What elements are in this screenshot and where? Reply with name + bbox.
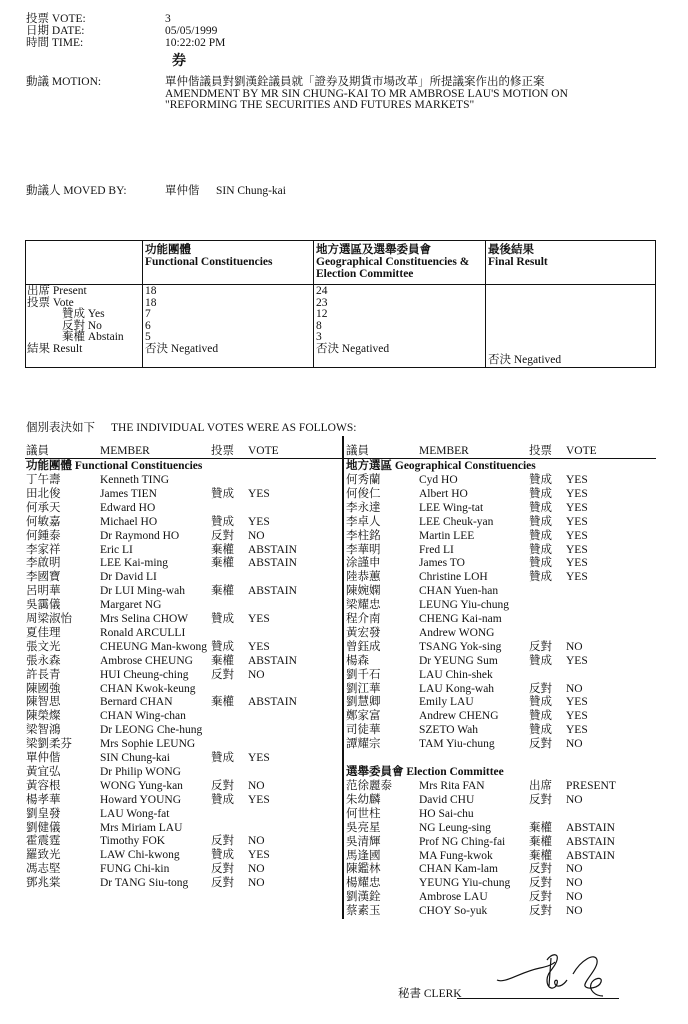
motion-text	[165, 77, 568, 112]
vote-en: YES	[566, 571, 588, 584]
vote-en: NO	[566, 793, 583, 806]
member-name-zh: 李家祥	[26, 543, 61, 556]
vote-zh: 棄權	[211, 654, 234, 667]
vote-zh: 贊成	[211, 515, 234, 528]
vote-en: ABSTAIN	[248, 696, 297, 709]
vote-zh: 贊成	[529, 557, 552, 570]
col-header-vote-zh: 投票	[529, 445, 552, 457]
member-name-zh: 劉江華	[346, 682, 381, 695]
member-name-zh: 陳智思	[26, 696, 61, 709]
vote-en: YES	[248, 640, 270, 653]
member-name-en: Cyd HO	[419, 474, 458, 486]
member-name-en: LAW Chi-kwong	[100, 849, 180, 862]
member-name-en: LEUNG Yiu-chung	[419, 599, 509, 612]
date-value: 05/05/1999	[165, 25, 218, 37]
vote-en: YES	[248, 793, 270, 806]
vote-zh: 反對	[529, 640, 552, 653]
member-name-en: Andrew WONG	[419, 626, 495, 639]
member-name-zh: 劉漢銓	[346, 891, 381, 904]
member-name-en: James TO	[419, 557, 465, 570]
member-name-zh: 張文光	[26, 640, 61, 653]
vote-en: ABSTAIN	[566, 835, 615, 848]
vote-zh: 反對	[529, 738, 552, 751]
member-name-zh: 馮志堅	[26, 863, 61, 876]
member-name-en: Kenneth TING	[100, 474, 170, 486]
summary-header-divider	[26, 284, 655, 285]
vote-en: NO	[566, 738, 583, 751]
member-name-en: FUNG Chi-kin	[100, 863, 170, 876]
member-name-zh: 黃容根	[26, 779, 61, 792]
member-name-en: Dr Raymond HO	[100, 529, 180, 542]
member-name-zh: 曾鈺成	[346, 640, 381, 653]
header-functional-en: Functional Constituencies	[145, 256, 273, 268]
header-geo-en-1: Geographical Constituencies &	[316, 256, 470, 268]
vote-en: NO	[566, 891, 583, 904]
row-label-present: 出席 Present	[27, 285, 87, 297]
header-rule	[25, 458, 656, 459]
vote-zh: 反對	[211, 529, 234, 542]
member-name-zh: 田北俊	[26, 487, 61, 500]
vote-zh: 贊成	[529, 696, 552, 709]
vote-zh: 贊成	[529, 654, 552, 667]
member-name-en: CHAN Kam-lam	[419, 863, 498, 876]
vote-zh: 反對	[529, 877, 552, 890]
member-name-en: LEE Cheuk-yan	[419, 515, 494, 528]
summary-row-labels	[27, 286, 124, 355]
vote-en: YES	[566, 543, 588, 556]
vote-zh: 反對	[211, 779, 234, 792]
vote-zh: 贊成	[529, 501, 552, 514]
vote-en: NO	[566, 682, 583, 695]
vote-en: ABSTAIN	[248, 654, 297, 667]
member-name-en: LEE Kai-ming	[100, 557, 169, 570]
geo-yes: 12	[316, 308, 328, 320]
member-name-en: SIN Chung-kai	[100, 752, 170, 764]
member-name-en: James TIEN	[100, 487, 157, 500]
vote-en: ABSTAIN	[566, 821, 615, 834]
member-name-zh: 李華明	[346, 543, 381, 556]
member-name-zh: 陸恭蕙	[346, 571, 381, 584]
member-name-zh: 李國寶	[26, 571, 61, 584]
vote-zh: 棄權	[211, 557, 234, 570]
vote-zh: 反對	[211, 863, 234, 876]
vote-en: NO	[566, 905, 583, 918]
motion-en-line-2: "REFORMING THE SECURITIES AND FUTURES MARKETS"	[165, 99, 475, 111]
member-name-en: Dr YEUNG Sum	[419, 654, 498, 667]
vote-label: 投票 VOTE:	[26, 13, 86, 25]
vote-zh: 棄權	[529, 821, 552, 834]
row-label-abstain: 棄權 Abstain	[62, 331, 124, 343]
functional-no: 6	[145, 319, 151, 332]
vote-zh: 贊成	[211, 752, 234, 764]
member-name-en: Michael HO	[100, 515, 158, 528]
member-name-zh: 何承天	[26, 501, 61, 514]
member-name-en: Albert HO	[419, 487, 468, 500]
vote-en: YES	[248, 487, 270, 500]
functional-vote: 18	[145, 296, 157, 309]
summary-column-divider	[485, 241, 486, 367]
vote-en: PRESENT	[566, 780, 616, 792]
col-header-vote-en: VOTE	[248, 445, 279, 457]
individual-votes-intro	[26, 423, 356, 435]
column-divider	[342, 436, 344, 919]
member-name-en: Dr Philip WONG	[100, 765, 181, 778]
member-name-en: LAU Chin-shek	[419, 668, 493, 681]
vote-zh: 棄權	[211, 543, 234, 556]
member-name-zh: 何敏嘉	[26, 515, 61, 528]
member-name-zh: 霍震霆	[26, 835, 61, 848]
member-name-zh: 鄭家富	[346, 710, 381, 723]
vote-zh: 反對	[211, 835, 234, 848]
member-name-en: Dr LUI Ming-wah	[100, 585, 185, 598]
row-label-vote: 投票 Vote	[27, 296, 74, 309]
member-name-en: CHAN Kwok-keung	[100, 682, 196, 695]
member-name-en: HUI Cheung-ching	[100, 668, 189, 681]
member-name-zh: 楊森	[346, 654, 369, 667]
time-label: 時間 TIME:	[26, 37, 84, 49]
member-name-zh: 李永達	[346, 501, 381, 514]
row-label-yes: 贊成 Yes	[62, 308, 105, 320]
geo-abstain: 3	[316, 331, 322, 343]
vote-en: ABSTAIN	[248, 557, 297, 570]
row-label-result: 結果 Result	[27, 342, 83, 355]
member-name-en: HO Sai-chu	[419, 807, 474, 820]
member-name-zh: 范徐麗泰	[346, 780, 392, 792]
member-name-zh: 吳清輝	[346, 835, 381, 848]
member-name-en: Fred LI	[419, 543, 454, 556]
mover-name-en: SIN Chung-kai	[216, 185, 286, 197]
member-name-zh: 譚耀宗	[346, 738, 381, 751]
vote-en: NO	[248, 529, 265, 542]
vote-zh: 贊成	[529, 724, 552, 737]
geo-vote: 23	[316, 296, 328, 309]
header-final	[488, 244, 548, 268]
geographical-counts	[316, 286, 389, 355]
intro-zh: 個別表決如下	[26, 422, 95, 434]
vote-zh: 棄權	[211, 585, 234, 598]
geo-present: 24	[316, 285, 328, 297]
vote-en: YES	[248, 849, 270, 862]
member-name-en: Mrs Rita FAN	[419, 780, 485, 792]
member-name-en: MA Fung-kwok	[419, 849, 493, 862]
final-result: 否決 Negatived	[488, 353, 562, 366]
vote-number: 3	[165, 13, 171, 25]
vote-en: YES	[566, 710, 588, 723]
member-name-zh: 鄧兆棠	[26, 877, 61, 890]
member-name-zh: 呂明華	[26, 585, 61, 598]
summary-column-divider	[142, 241, 143, 367]
header-functional	[145, 244, 272, 268]
vote-zh: 棄權	[211, 696, 234, 709]
member-name-zh: 蔡素玉	[346, 905, 381, 918]
time-value: 10:22:02 PM	[165, 37, 226, 49]
vote-en: NO	[248, 779, 265, 792]
member-name-en: David CHU	[419, 793, 475, 806]
functional-abstain: 5	[145, 331, 151, 343]
vote-en: YES	[566, 557, 588, 570]
col-header-member-en: MEMBER	[100, 445, 150, 457]
member-name-en: CHEUNG Man-kwong	[100, 640, 208, 653]
vote-zh: 反對	[529, 905, 552, 918]
member-name-en: CHAN Yuen-han	[419, 585, 499, 598]
member-name-en: Mrs Sophie LEUNG	[100, 738, 196, 751]
motion-zh: 單仲偕議員對劉漢銓議員就「證券及期貨市場改革」所提議案作出的修正案	[165, 76, 545, 88]
member-name-en: Timothy FOK	[100, 835, 166, 848]
vote-en: YES	[248, 613, 270, 625]
vote-zh: 贊成	[211, 613, 234, 625]
geo-no: 8	[316, 319, 322, 332]
summary-column-divider	[313, 241, 314, 367]
member-name-en: Ambrose LAU	[419, 891, 488, 904]
mover-name-zh: 單仲偕	[165, 185, 200, 197]
member-name-en: CHAN Wing-chan	[100, 710, 186, 723]
clerk-label: 秘書 CLERK	[398, 988, 462, 1000]
member-name-en: Christine LOH	[419, 571, 488, 584]
handwritten-correction-mark: 券	[172, 54, 186, 69]
member-name-zh: 周梁淑怡	[26, 613, 72, 625]
vote-zh: 贊成	[529, 710, 552, 723]
member-name-zh: 黃宏發	[346, 626, 381, 639]
vote-en: NO	[566, 877, 583, 890]
member-name-en: WONG Yung-kan	[100, 779, 183, 792]
group-title-election: 選舉委員會 Election Committee	[346, 766, 504, 778]
functional-present: 18	[145, 285, 157, 297]
vote-zh: 贊成	[529, 571, 552, 584]
member-name-zh: 夏佳理	[26, 626, 61, 639]
member-name-zh: 陳國強	[26, 682, 61, 695]
col-header-member-zh: 議員	[346, 445, 369, 457]
member-name-zh: 吳亮星	[346, 821, 381, 834]
functional-counts	[145, 286, 218, 355]
member-name-en: Mrs Miriam LAU	[100, 821, 183, 834]
member-name-en: YEUNG Yiu-chung	[419, 877, 511, 890]
col-header-member-en: MEMBER	[419, 445, 469, 457]
moved-by-label: 動議人 MOVED BY:	[26, 185, 127, 197]
vote-en: NO	[248, 877, 265, 890]
vote-en: NO	[248, 668, 265, 681]
vote-zh: 贊成	[211, 793, 234, 806]
header-final-zh: 最後結果	[488, 244, 534, 256]
member-name-en: Howard YOUNG	[100, 793, 182, 806]
member-name-zh: 許長青	[26, 668, 61, 681]
vote-en: ABSTAIN	[248, 543, 297, 556]
date-label: 日期 DATE:	[26, 25, 85, 37]
member-name-en: Martin LEE	[419, 529, 475, 542]
vote-zh: 贊成	[529, 474, 552, 486]
member-name-zh: 何秀蘭	[346, 474, 381, 486]
vote-zh: 反對	[211, 877, 234, 890]
vote-zh: 反對	[529, 863, 552, 876]
member-name-zh: 單仲偕	[26, 752, 61, 764]
member-name-zh: 涂謹申	[346, 557, 381, 570]
vote-zh: 贊成	[529, 543, 552, 556]
vote-en: NO	[248, 835, 265, 848]
member-name-zh: 梁劉柔芬	[26, 738, 72, 751]
member-name-zh: 何世柱	[346, 807, 381, 820]
vote-zh: 贊成	[211, 849, 234, 862]
member-name-zh: 馬逢國	[346, 849, 381, 862]
summary-table	[25, 240, 656, 368]
member-name-zh: 李柱銘	[346, 529, 381, 542]
vote-zh: 贊成	[529, 515, 552, 528]
group-title-geographical: 地方選區 Geographical Constituencies	[346, 460, 536, 472]
header-final-en: Final Result	[488, 256, 548, 268]
member-name-en: Ronald ARCULLI	[100, 626, 186, 639]
header-geographical	[316, 244, 469, 280]
vote-en: NO	[248, 863, 265, 876]
vote-zh: 反對	[529, 891, 552, 904]
member-name-zh: 朱幼麟	[346, 793, 381, 806]
vote-en: ABSTAIN	[566, 849, 615, 862]
member-name-zh: 司徒華	[346, 724, 381, 737]
vote-zh: 反對	[529, 793, 552, 806]
member-name-en: Dr TANG Siu-tong	[100, 877, 189, 890]
member-name-zh: 陳鑑林	[346, 863, 381, 876]
vote-en: YES	[566, 515, 588, 528]
vote-en: ABSTAIN	[248, 585, 297, 598]
member-name-en: Margaret NG	[100, 599, 162, 612]
member-name-en: Bernard CHAN	[100, 696, 173, 709]
vote-zh: 贊成	[211, 640, 234, 653]
member-name-en: Emily LAU	[419, 696, 474, 709]
member-name-zh: 劉皇發	[26, 807, 61, 820]
member-name-en: Andrew CHENG	[419, 710, 499, 723]
member-name-zh: 黃宜弘	[26, 765, 61, 778]
member-name-en: TSANG Yok-sing	[419, 640, 502, 653]
geo-result: 否決 Negatived	[316, 342, 390, 355]
vote-zh: 棄權	[529, 835, 552, 848]
vote-en: NO	[566, 863, 583, 876]
vote-zh: 反對	[211, 668, 234, 681]
member-name-zh: 陳婉嫻	[346, 585, 381, 598]
member-name-zh: 劉慧卿	[346, 696, 381, 709]
member-name-en: Edward HO	[100, 501, 156, 514]
member-name-zh: 李啟明	[26, 557, 61, 570]
intro-en: THE INDIVIDUAL VOTES WERE AS FOLLOWS:	[111, 422, 357, 434]
vote-en: YES	[248, 515, 270, 528]
clerk-signature	[495, 950, 625, 1000]
functional-result: 否決 Negatived	[145, 342, 219, 355]
member-name-zh: 何俊仁	[346, 487, 381, 500]
member-name-en: CHENG Kai-nam	[419, 613, 502, 625]
member-name-zh: 吳靄儀	[26, 599, 61, 612]
col-header-vote-zh: 投票	[211, 445, 234, 457]
member-name-en: Dr David LI	[100, 571, 157, 584]
group-title-functional: 功能團體 Functional Constituencies	[26, 460, 203, 472]
vote-zh: 贊成	[529, 487, 552, 500]
member-name-zh: 丁午壽	[26, 474, 61, 486]
vote-en: YES	[566, 474, 588, 486]
member-name-en: NG Leung-sing	[419, 821, 491, 834]
member-name-zh: 劉千石	[346, 668, 381, 681]
motion-label: 動議 MOTION:	[26, 76, 102, 88]
member-name-zh: 何鍾泰	[26, 529, 61, 542]
vote-en: YES	[566, 501, 588, 514]
member-name-en: SZETO Wah	[419, 724, 479, 737]
vote-zh: 贊成	[211, 487, 234, 500]
member-name-zh: 梁智鴻	[26, 724, 61, 737]
vote-zh: 出席	[529, 780, 552, 792]
member-name-en: Prof NG Ching-fai	[419, 835, 506, 848]
member-name-en: Dr LEONG Che-hung	[100, 724, 203, 737]
member-name-zh: 陳榮燦	[26, 710, 61, 723]
member-name-en: TAM Yiu-chung	[419, 738, 495, 751]
member-name-zh: 楊孝華	[26, 793, 61, 806]
vote-zh: 反對	[529, 682, 552, 695]
member-name-en: LEE Wing-tat	[419, 501, 484, 514]
header-geo-zh: 地方選區及選舉委員會	[316, 244, 431, 256]
member-name-en: Ambrose CHEUNG	[100, 654, 193, 667]
member-name-en: CHOY So-yuk	[419, 905, 488, 918]
vote-en: YES	[566, 654, 588, 667]
vote-zh: 棄權	[529, 849, 552, 862]
member-name-zh: 羅致光	[26, 849, 61, 862]
col-header-member-zh: 議員	[26, 445, 49, 457]
member-name-zh: 楊耀忠	[346, 877, 381, 890]
member-name-zh: 張永森	[26, 654, 61, 667]
vote-en: NO	[566, 640, 583, 653]
header-geo-en-2: Election Committee	[316, 268, 414, 280]
member-name-zh: 程介南	[346, 613, 381, 625]
vote-en: YES	[566, 724, 588, 737]
member-name-zh: 劉健儀	[26, 821, 61, 834]
row-label-no: 反對 No	[62, 319, 102, 332]
col-header-vote-en: VOTE	[566, 445, 597, 457]
member-name-en: LAU Wong-fat	[100, 807, 170, 820]
motion-en-line-1: AMENDMENT BY MR SIN CHUNG-KAI TO MR AMBROSE LAU'S MOTION ON	[165, 87, 568, 100]
member-name-en: Mrs Selina CHOW	[100, 613, 189, 625]
vote-en: YES	[566, 529, 588, 542]
functional-yes: 7	[145, 308, 151, 320]
member-name-en: Eric LI	[100, 543, 133, 556]
vote-en: YES	[566, 487, 588, 500]
member-name-zh: 李卓人	[346, 515, 381, 528]
vote-en: YES	[566, 696, 588, 709]
member-name-en: LAU Kong-wah	[419, 682, 495, 695]
header-functional-zh: 功能團體	[145, 244, 191, 256]
vote-zh: 贊成	[529, 529, 552, 542]
vote-en: YES	[248, 752, 270, 764]
member-name-zh: 梁耀忠	[346, 599, 381, 612]
